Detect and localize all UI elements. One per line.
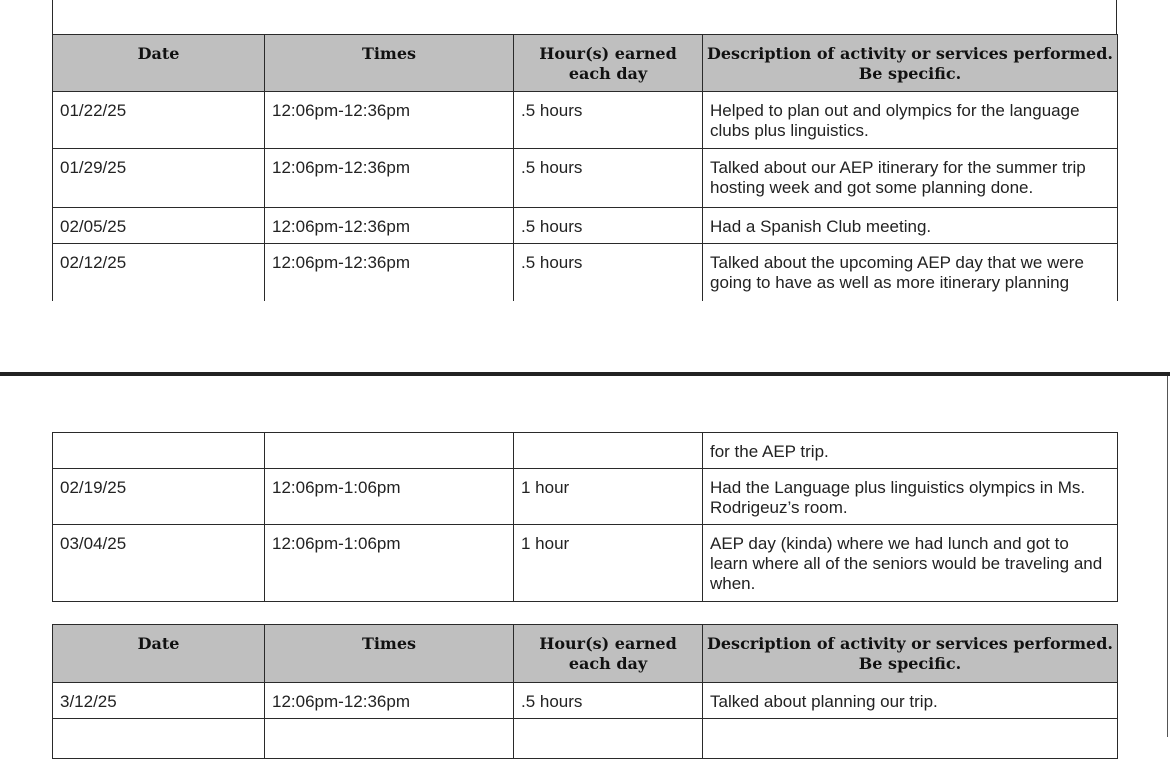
cell-hours: .5 hours — [514, 208, 703, 244]
cell-hours — [514, 719, 703, 759]
cell-description: for the AEP trip. — [703, 433, 1118, 469]
cell-description: Had a Spanish Club meeting. — [703, 208, 1118, 244]
cell-hours: .5 hours — [514, 149, 703, 208]
header-description: Description of activity or services performed. Be specific. — [703, 35, 1118, 92]
cell-date: 01/22/25 — [53, 92, 265, 149]
service-log-table-page1 — [52, 34, 1118, 301]
page-break-divider — [0, 372, 1170, 376]
cell-times: 12:06pm-12:36pm — [265, 683, 514, 719]
header-date: Date — [53, 625, 265, 683]
header-times: Times — [265, 35, 514, 92]
table-row — [53, 244, 1118, 301]
cell-hours: .5 hours — [514, 244, 703, 301]
cell-hours: 1 hour — [514, 525, 703, 602]
cell-description: Talked about planning our trip. — [703, 683, 1118, 719]
table-header-row — [53, 625, 1118, 683]
cell-date — [53, 719, 265, 759]
table-row — [53, 683, 1118, 719]
cell-description: Had the Language plus linguistics olympics in Ms. Rodrigeuz’s room. — [703, 469, 1118, 525]
cell-times: 12:06pm-1:06pm — [265, 469, 514, 525]
service-log-table-page2-second — [52, 624, 1118, 759]
page-right-edge — [1167, 376, 1168, 737]
cell-description: Helped to plan out and olympics for the language clubs plus linguistics. — [703, 92, 1118, 149]
prev-table-fragment — [52, 0, 1117, 34]
header-hours: Hour(s) earned each day — [514, 625, 703, 683]
cell-times: 12:06pm-12:36pm — [265, 208, 514, 244]
table-row — [53, 469, 1118, 525]
table-row — [53, 92, 1118, 149]
cell-times: 12:06pm-12:36pm — [265, 149, 514, 208]
service-log-table-page2 — [52, 432, 1118, 602]
cell-hours: 1 hour — [514, 469, 703, 525]
cell-hours: .5 hours — [514, 683, 703, 719]
cell-description: AEP day (kinda) where we had lunch and got to learn where all of the seniors would be traveling and when. — [703, 525, 1118, 602]
table-header-row — [53, 35, 1118, 92]
cell-times: 12:06pm-12:36pm — [265, 92, 514, 149]
cell-times: 12:06pm-12:36pm — [265, 244, 514, 301]
cell-times — [265, 433, 514, 469]
cell-date: 01/29/25 — [53, 149, 265, 208]
table-row — [53, 149, 1118, 208]
cell-date: 03/04/25 — [53, 525, 265, 602]
header-description: Description of activity or services performed. Be specific. — [703, 625, 1118, 683]
cell-hours — [514, 433, 703, 469]
cell-description — [703, 719, 1118, 759]
header-times: Times — [265, 625, 514, 683]
cell-times: 12:06pm-1:06pm — [265, 525, 514, 602]
cell-description: Talked about the upcoming AEP day that we were going to have as well as more itinerary planning — [703, 244, 1118, 301]
table-row — [53, 525, 1118, 602]
cell-date: 02/12/25 — [53, 244, 265, 301]
cell-times — [265, 719, 514, 759]
header-date: Date — [53, 35, 265, 92]
cell-date: 02/05/25 — [53, 208, 265, 244]
cell-date — [53, 433, 265, 469]
cell-description: Talked about our AEP itinerary for the summer trip hosting week and got some planning done. — [703, 149, 1118, 208]
cell-date: 02/19/25 — [53, 469, 265, 525]
cell-date: 3/12/25 — [53, 683, 265, 719]
table-row — [53, 433, 1118, 469]
cell-hours: .5 hours — [514, 92, 703, 149]
table-row — [53, 719, 1118, 759]
header-hours: Hour(s) earned each day — [514, 35, 703, 92]
table-row — [53, 208, 1118, 244]
